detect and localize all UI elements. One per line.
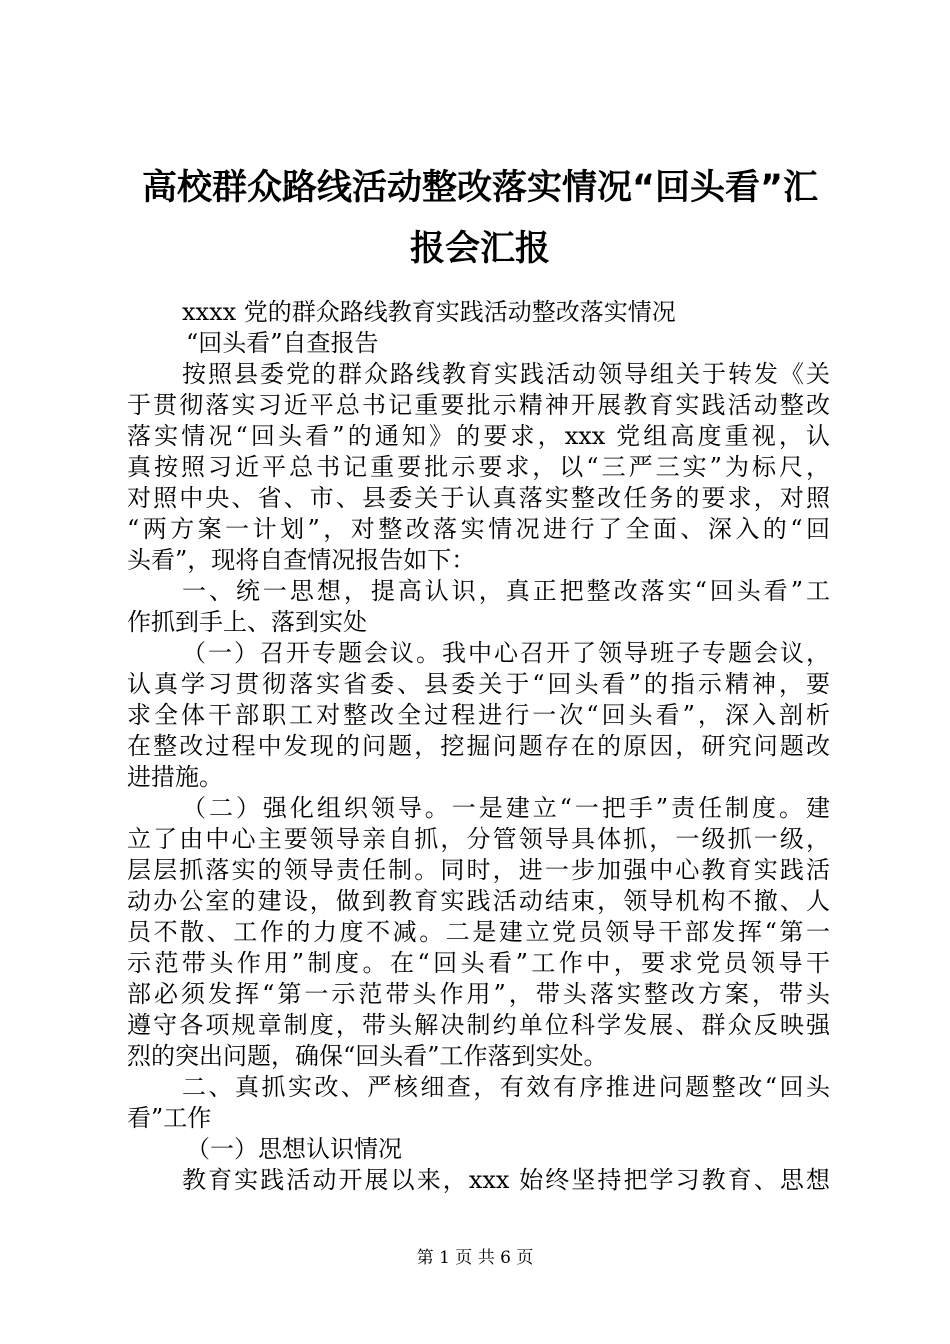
subtitle-line-2: “回头看”自查报告: [186, 329, 379, 357]
paragraph-line: “两方案一计划”，对整改落实情况进行了全面、深入的“回: [127, 515, 830, 543]
document-title-line-1: 高校群众路线活动整改落实情况“回头看”汇: [141, 168, 818, 208]
paragraph-line: （二）强化组织领导。一是建立“一把手”责任制度。建: [182, 794, 830, 822]
paragraph-line: （一）召开专题会议。我中心召开了领导班子专题会议，: [182, 639, 830, 667]
paragraph-line: 遵守各项规章制度，带头解决制约单位科学发展、群众反映强: [127, 1011, 830, 1039]
paragraph-line: 头看”，现将自查情况报告如下：: [127, 546, 476, 574]
section-heading-line: 一、统一思想，提高认识，真正把整改落实“回头看”工: [182, 577, 830, 605]
paragraph-line: 落实情况“回头看”的通知》的要求，xxx 党组高度重视，认: [127, 422, 830, 450]
paragraph-line: 动办公室的建设，做到教育实践活动结束，领导机构不撤、人: [127, 887, 830, 915]
paragraph-line: 在整改过程中发现的问题，挖掘问题存在的原因，研究问题改: [127, 732, 830, 760]
paragraph-line: 于贯彻落实习近平总书记重要批示精神开展教育实践活动整改: [127, 391, 830, 419]
paragraph-line: 教育实践活动开展以来，xxx 始终坚持把学习教育、思想: [182, 1166, 830, 1194]
paragraph-line: 烈的突出问题，确保“回头看”工作落到实处。: [127, 1042, 608, 1070]
subsection-heading: （一）思想认识情况: [186, 1135, 402, 1163]
paragraph-line: 求全体干部职工对整改全过程进行一次“回头看”，深入剖析: [127, 701, 830, 729]
paragraph-line: 对照中央、省、市、县委关于认真落实整改任务的要求，对照: [127, 484, 830, 512]
paragraph-line: 真按照习近平总书记重要批示要求，以“三严三实”为标尺，: [127, 453, 830, 481]
section-heading-line: 作抓到手上、落到实处: [127, 608, 367, 636]
subtitle-line-1: xxxx 党的群众路线教育实践活动整改落实情况: [182, 298, 676, 326]
paragraph-line: 立了由中心主要领导亲自抓，分管领导具体抓，一级抓一级，: [127, 825, 830, 853]
paragraph-line: 按照县委党的群众路线教育实践活动领导组关于转发《关: [182, 360, 830, 388]
paragraph-line: 示范带头作用”制度。在“回头看”工作中，要求党员领导干: [127, 949, 830, 977]
paragraph-line: 员不散、工作的力度不减。二是建立党员领导干部发挥“第一: [127, 918, 830, 946]
paragraph-line: 层层抓落实的领导责任制。同时，进一步加强中心教育实践活: [127, 856, 830, 884]
paragraph-line: 认真学习贯彻落实省委、县委关于“回头看”的指示精神，要: [127, 670, 830, 698]
section-heading-line: 二、真抓实改、严核细查，有效有序推进问题整改“回头: [182, 1073, 830, 1101]
paragraph-line: 部必须发挥“第一示范带头作用”，带头落实整改方案，带头: [127, 980, 830, 1008]
page-number-footer: 第 1 页 共 6 页: [416, 1248, 534, 1268]
section-heading-line: 看”工作: [127, 1104, 212, 1132]
document-title-line-2: 报会汇报: [409, 229, 550, 269]
paragraph-line: 进措施。: [127, 763, 223, 791]
